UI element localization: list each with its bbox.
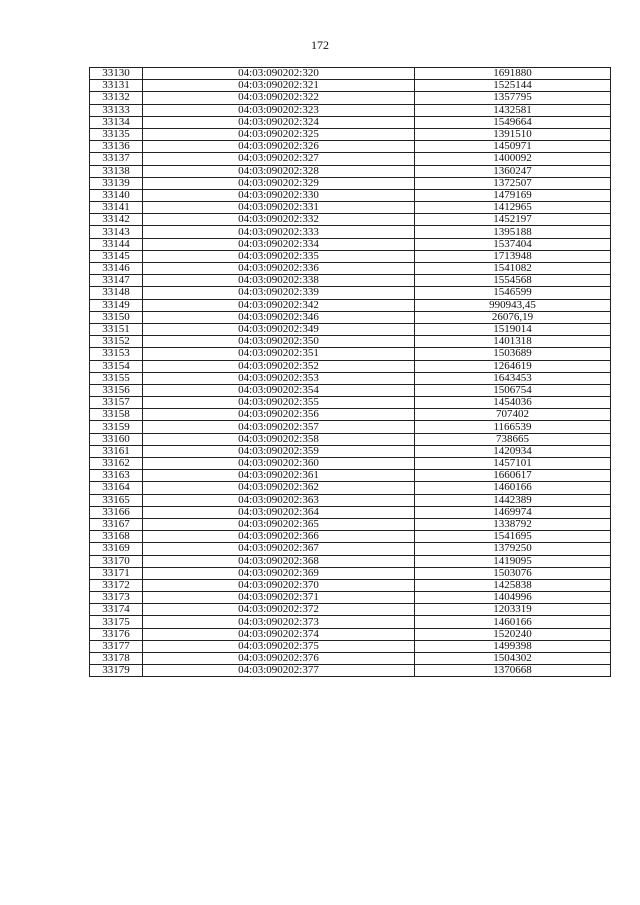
table-row xyxy=(90,592,611,604)
cadastral-value-cell: 1520240 xyxy=(415,628,611,640)
row-number-cell: 33153 xyxy=(90,348,143,360)
table-row xyxy=(90,177,611,189)
cadastral-number-cell: 04:03:090202:346 xyxy=(143,311,415,323)
cadastral-value-cell: 1338792 xyxy=(415,518,611,530)
table-row xyxy=(90,153,611,165)
cadastral-number-cell: 04:03:090202:324 xyxy=(143,116,415,128)
table-row xyxy=(90,238,611,250)
cadastral-number-cell: 04:03:090202:376 xyxy=(143,653,415,665)
table-row xyxy=(90,470,611,482)
table-row xyxy=(90,189,611,201)
cadastral-value-cell: 26076,19 xyxy=(415,311,611,323)
table-row xyxy=(90,92,611,104)
cadastral-value-cell: 1412965 xyxy=(415,202,611,214)
table-row xyxy=(90,372,611,384)
cadastral-number-cell: 04:03:090202:331 xyxy=(143,202,415,214)
cadastral-number-cell: 04:03:090202:372 xyxy=(143,604,415,616)
row-number-cell: 33173 xyxy=(90,592,143,604)
cadastral-number-cell: 04:03:090202:335 xyxy=(143,250,415,262)
cadastral-value-cell: 1460166 xyxy=(415,482,611,494)
row-number-cell: 33137 xyxy=(90,153,143,165)
row-number-cell: 33165 xyxy=(90,494,143,506)
row-number-cell: 33178 xyxy=(90,653,143,665)
cadastral-value-cell: 1660617 xyxy=(415,470,611,482)
cadastral-value-cell: 1525144 xyxy=(415,80,611,92)
cadastral-value-cell: 1541695 xyxy=(415,531,611,543)
cadastral-value-cell: 707402 xyxy=(415,409,611,421)
cadastral-value-cell: 1713948 xyxy=(415,250,611,262)
cadastral-value-cell: 1469974 xyxy=(415,506,611,518)
table-row xyxy=(90,604,611,616)
row-number-cell: 33177 xyxy=(90,640,143,652)
cadastral-number-cell: 04:03:090202:357 xyxy=(143,421,415,433)
cadastral-number-cell: 04:03:090202:369 xyxy=(143,567,415,579)
row-number-cell: 33134 xyxy=(90,116,143,128)
cadastral-number-cell: 04:03:090202:361 xyxy=(143,470,415,482)
row-number-cell: 33175 xyxy=(90,616,143,628)
cadastral-number-cell: 04:03:090202:367 xyxy=(143,543,415,555)
table-row xyxy=(90,640,611,652)
table-row xyxy=(90,165,611,177)
cadastral-value-cell: 1519014 xyxy=(415,323,611,335)
cadastral-number-cell: 04:03:090202:364 xyxy=(143,506,415,518)
cadastral-number-cell: 04:03:090202:350 xyxy=(143,336,415,348)
row-number-cell: 33147 xyxy=(90,275,143,287)
table-row xyxy=(90,482,611,494)
cadastral-value-cell: 1479169 xyxy=(415,189,611,201)
table-row xyxy=(90,518,611,530)
table-row xyxy=(90,360,611,372)
table-row xyxy=(90,433,611,445)
cadastral-value-cell: 1457101 xyxy=(415,458,611,470)
cadastral-number-cell: 04:03:090202:330 xyxy=(143,189,415,201)
cadastral-value-cell: 1541082 xyxy=(415,263,611,275)
row-number-cell: 33158 xyxy=(90,409,143,421)
cadastral-number-cell: 04:03:090202:366 xyxy=(143,531,415,543)
table-row xyxy=(90,336,611,348)
cadastral-number-cell: 04:03:090202:363 xyxy=(143,494,415,506)
table-row xyxy=(90,567,611,579)
cadastral-number-cell: 04:03:090202:326 xyxy=(143,141,415,153)
table-row xyxy=(90,665,611,677)
cadastral-value-cell: 1372507 xyxy=(415,177,611,189)
row-number-cell: 33160 xyxy=(90,433,143,445)
cadastral-value-cell: 1379250 xyxy=(415,543,611,555)
cadastral-number-cell: 04:03:090202:334 xyxy=(143,238,415,250)
cadastral-value-cell: 1452197 xyxy=(415,214,611,226)
cadastral-value-cell: 1264619 xyxy=(415,360,611,372)
table-row xyxy=(90,202,611,214)
cadastral-value-cell: 1450971 xyxy=(415,141,611,153)
cadastral-number-cell: 04:03:090202:354 xyxy=(143,384,415,396)
cadastral-number-cell: 04:03:090202:375 xyxy=(143,640,415,652)
cadastral-number-cell: 04:03:090202:328 xyxy=(143,165,415,177)
row-number-cell: 33172 xyxy=(90,579,143,591)
row-number-cell: 33164 xyxy=(90,482,143,494)
table-row xyxy=(90,275,611,287)
cadastral-number-cell: 04:03:090202:360 xyxy=(143,458,415,470)
table-row xyxy=(90,68,611,80)
table-row xyxy=(90,409,611,421)
table-row xyxy=(90,397,611,409)
cadastral-number-cell: 04:03:090202:374 xyxy=(143,628,415,640)
table-row xyxy=(90,653,611,665)
cadastral-value-cell: 1432581 xyxy=(415,104,611,116)
table-row xyxy=(90,616,611,628)
cadastral-number-cell: 04:03:090202:325 xyxy=(143,128,415,140)
cadastral-value-cell: 1401318 xyxy=(415,336,611,348)
table-row xyxy=(90,263,611,275)
cadastral-value-cell: 1537404 xyxy=(415,238,611,250)
cadastral-value-cell: 1691880 xyxy=(415,68,611,80)
cadastral-number-cell: 04:03:090202:368 xyxy=(143,555,415,567)
row-number-cell: 33138 xyxy=(90,165,143,177)
cadastral-number-cell: 04:03:090202:358 xyxy=(143,433,415,445)
table-row xyxy=(90,226,611,238)
cadastral-number-cell: 04:03:090202:332 xyxy=(143,214,415,226)
row-number-cell: 33171 xyxy=(90,567,143,579)
cadastral-number-cell: 04:03:090202:370 xyxy=(143,579,415,591)
row-number-cell: 33130 xyxy=(90,68,143,80)
row-number-cell: 33170 xyxy=(90,555,143,567)
cadastral-value-cell: 1404996 xyxy=(415,592,611,604)
cadastral-value-cell: 738665 xyxy=(415,433,611,445)
cadastral-value-cell: 1454036 xyxy=(415,397,611,409)
cadastral-number-cell: 04:03:090202:338 xyxy=(143,275,415,287)
cadastral-value-cell: 1442389 xyxy=(415,494,611,506)
row-number-cell: 33146 xyxy=(90,263,143,275)
cadastral-number-cell: 04:03:090202:336 xyxy=(143,263,415,275)
cadastral-value-cell: 1357795 xyxy=(415,92,611,104)
table-row xyxy=(90,287,611,299)
cadastral-number-cell: 04:03:090202:362 xyxy=(143,482,415,494)
row-number-cell: 33150 xyxy=(90,311,143,323)
cadastral-value-cell: 1546599 xyxy=(415,287,611,299)
table-row xyxy=(90,141,611,153)
table-row xyxy=(90,421,611,433)
row-number-cell: 33176 xyxy=(90,628,143,640)
cadastral-value-cell: 1643453 xyxy=(415,372,611,384)
row-number-cell: 33144 xyxy=(90,238,143,250)
cadastral-value-cell: 1503689 xyxy=(415,348,611,360)
row-number-cell: 33161 xyxy=(90,445,143,457)
row-number-cell: 33133 xyxy=(90,104,143,116)
cadastral-value-cell: 1360247 xyxy=(415,165,611,177)
row-number-cell: 33145 xyxy=(90,250,143,262)
cadastral-number-cell: 04:03:090202:352 xyxy=(143,360,415,372)
cadastral-value-cell: 1549664 xyxy=(415,116,611,128)
table-row xyxy=(90,348,611,360)
row-number-cell: 33148 xyxy=(90,287,143,299)
row-number-cell: 33140 xyxy=(90,189,143,201)
cadastral-number-cell: 04:03:090202:321 xyxy=(143,80,415,92)
cadastral-number-cell: 04:03:090202:359 xyxy=(143,445,415,457)
cadastral-value-cell: 1460166 xyxy=(415,616,611,628)
cadastral-number-cell: 04:03:090202:351 xyxy=(143,348,415,360)
table-row xyxy=(90,494,611,506)
cadastral-number-cell: 04:03:090202:349 xyxy=(143,323,415,335)
table-row xyxy=(90,458,611,470)
row-number-cell: 33151 xyxy=(90,323,143,335)
row-number-cell: 33141 xyxy=(90,202,143,214)
row-number-cell: 33135 xyxy=(90,128,143,140)
cadastral-number-cell: 04:03:090202:353 xyxy=(143,372,415,384)
cadastral-value-table xyxy=(89,67,611,677)
row-number-cell: 33167 xyxy=(90,518,143,530)
table-row xyxy=(90,128,611,140)
cadastral-value-cell: 1504302 xyxy=(415,653,611,665)
row-number-cell: 33179 xyxy=(90,665,143,677)
cadastral-value-cell: 1395188 xyxy=(415,226,611,238)
cadastral-number-cell: 04:03:090202:329 xyxy=(143,177,415,189)
table-row xyxy=(90,80,611,92)
row-number-cell: 33149 xyxy=(90,299,143,311)
row-number-cell: 33174 xyxy=(90,604,143,616)
table-row xyxy=(90,299,611,311)
table-row xyxy=(90,579,611,591)
table-row xyxy=(90,116,611,128)
cadastral-number-cell: 04:03:090202:365 xyxy=(143,518,415,530)
cadastral-value-cell: 1554568 xyxy=(415,275,611,287)
row-number-cell: 33139 xyxy=(90,177,143,189)
cadastral-number-cell: 04:03:090202:327 xyxy=(143,153,415,165)
page-number: 172 xyxy=(311,38,329,52)
table-row xyxy=(90,531,611,543)
table-row xyxy=(90,543,611,555)
cadastral-value-cell: 1499398 xyxy=(415,640,611,652)
cadastral-value-cell: 1503076 xyxy=(415,567,611,579)
cadastral-number-cell: 04:03:090202:371 xyxy=(143,592,415,604)
row-number-cell: 33168 xyxy=(90,531,143,543)
cadastral-number-cell: 04:03:090202:377 xyxy=(143,665,415,677)
cadastral-number-cell: 04:03:090202:323 xyxy=(143,104,415,116)
cadastral-value-cell: 1391510 xyxy=(415,128,611,140)
table-row xyxy=(90,104,611,116)
cadastral-number-cell: 04:03:090202:333 xyxy=(143,226,415,238)
table-body xyxy=(90,68,611,677)
table-row xyxy=(90,506,611,518)
row-number-cell: 33157 xyxy=(90,397,143,409)
cadastral-value-cell: 990943,45 xyxy=(415,299,611,311)
row-number-cell: 33132 xyxy=(90,92,143,104)
table-row xyxy=(90,214,611,226)
table-row xyxy=(90,445,611,457)
row-number-cell: 33155 xyxy=(90,372,143,384)
cadastral-number-cell: 04:03:090202:373 xyxy=(143,616,415,628)
row-number-cell: 33152 xyxy=(90,336,143,348)
cadastral-value-cell: 1420934 xyxy=(415,445,611,457)
row-number-cell: 33142 xyxy=(90,214,143,226)
cadastral-value-cell: 1203319 xyxy=(415,604,611,616)
cadastral-number-cell: 04:03:090202:355 xyxy=(143,397,415,409)
cadastral-value-cell: 1370668 xyxy=(415,665,611,677)
table-row xyxy=(90,555,611,567)
cadastral-value-cell: 1400092 xyxy=(415,153,611,165)
cadastral-number-cell: 04:03:090202:322 xyxy=(143,92,415,104)
cadastral-value-cell: 1419095 xyxy=(415,555,611,567)
cadastral-number-cell: 04:03:090202:320 xyxy=(143,68,415,80)
row-number-cell: 33162 xyxy=(90,458,143,470)
row-number-cell: 33136 xyxy=(90,141,143,153)
row-number-cell: 33131 xyxy=(90,80,143,92)
cadastral-value-cell: 1425838 xyxy=(415,579,611,591)
row-number-cell: 33154 xyxy=(90,360,143,372)
table-row xyxy=(90,384,611,396)
table-row xyxy=(90,311,611,323)
row-number-cell: 33143 xyxy=(90,226,143,238)
row-number-cell: 33169 xyxy=(90,543,143,555)
cadastral-value-cell: 1166539 xyxy=(415,421,611,433)
row-number-cell: 33156 xyxy=(90,384,143,396)
cadastral-number-cell: 04:03:090202:356 xyxy=(143,409,415,421)
table-row xyxy=(90,628,611,640)
row-number-cell: 33159 xyxy=(90,421,143,433)
row-number-cell: 33166 xyxy=(90,506,143,518)
cadastral-number-cell: 04:03:090202:339 xyxy=(143,287,415,299)
cadastral-value-cell: 1506754 xyxy=(415,384,611,396)
table-row xyxy=(90,323,611,335)
row-number-cell: 33163 xyxy=(90,470,143,482)
cadastral-number-cell: 04:03:090202:342 xyxy=(143,299,415,311)
table-row xyxy=(90,250,611,262)
